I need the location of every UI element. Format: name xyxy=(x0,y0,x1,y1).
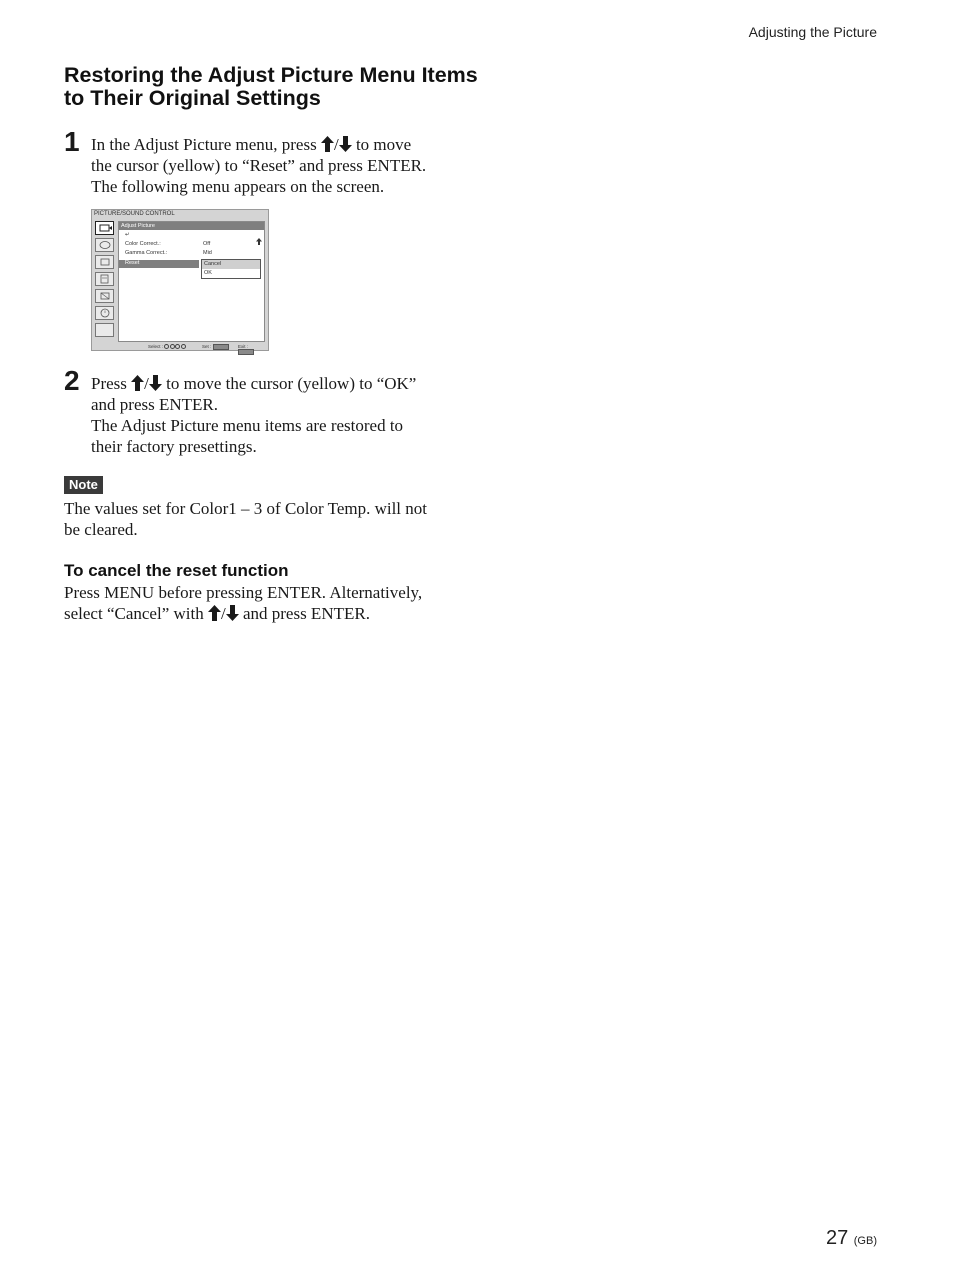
page-number xyxy=(826,1227,877,1250)
menu-item-label: Color Correct.: xyxy=(125,241,161,247)
step-1-number: 1 xyxy=(64,126,80,157)
osd-icon-column xyxy=(95,221,117,340)
menu-item-reset: Reset xyxy=(125,260,140,266)
step-2-line-4: their factory presettings. xyxy=(91,437,257,456)
setup-icon xyxy=(95,272,114,286)
enter-key-icon xyxy=(213,344,229,350)
options-icon xyxy=(95,289,114,303)
up-arrow-icon xyxy=(131,375,144,391)
menu-item-value: Off xyxy=(203,241,211,247)
popup-option-ok: OK xyxy=(204,270,212,276)
step-2-line-3: The Adjust Picture menu items are restored to xyxy=(91,416,404,435)
note-text xyxy=(64,498,454,540)
cancel-section-text: Press MENU before pressing ENTER. Alternatively, select “Cancel” with / and press ENTER. xyxy=(64,582,454,624)
button-icon xyxy=(164,344,169,349)
sound-icon xyxy=(95,238,114,252)
note-line-2: be cleared. xyxy=(64,520,138,539)
cancel-line-1: Press MENU before pressing ENTER. Alternatively, xyxy=(64,583,423,602)
osd-footer xyxy=(118,343,265,351)
reset-popup xyxy=(201,259,261,279)
up-arrow-icon xyxy=(208,605,221,621)
step-2-line-2: and press ENTER. xyxy=(91,395,219,414)
menu-item-label: Gamma Correct.: xyxy=(125,250,168,256)
section-title: Restoring the Adjust Picture Menu Items to Their Original Settings xyxy=(64,63,478,110)
step-1-text-after: to move xyxy=(355,135,412,154)
footer-select-label: Select : xyxy=(148,344,164,349)
down-arrow-icon xyxy=(339,136,352,152)
osd-menu-panel xyxy=(118,221,265,342)
scroll-up-icon xyxy=(256,232,262,250)
page-number-value: 27 xyxy=(825,1227,849,1249)
button-icon xyxy=(181,344,186,349)
running-head: Adjusting the Picture xyxy=(748,24,877,40)
up-arrow-icon xyxy=(321,136,334,152)
picture-icon xyxy=(95,221,114,235)
step-1-text-before: In the Adjust Picture menu, press xyxy=(91,135,317,154)
return-icon: ↵ xyxy=(125,232,130,238)
cancel-line-2-before: select “Cancel” with xyxy=(64,604,204,623)
button-icon xyxy=(170,344,175,349)
screen-icon xyxy=(95,255,114,269)
clock-icon xyxy=(95,306,114,320)
step-2-text-after: to move the cursor (yellow) to “OK” xyxy=(166,374,417,393)
button-icon xyxy=(175,344,180,349)
menu-item-value: Mid xyxy=(203,250,212,256)
cancel-section-heading: To cancel the reset function xyxy=(64,561,289,580)
note-line-1: The values set for Color1 – 3 of Color Temp. will not xyxy=(64,499,428,518)
cancel-line-2-after: and press ENTER. xyxy=(242,604,370,623)
popup-option-cancel: Cancel xyxy=(204,261,222,267)
osd-menu-title: PICTURE/SOUND CONTROL xyxy=(94,211,175,217)
blank-icon xyxy=(95,323,114,337)
osd-menu-screenshot xyxy=(91,209,269,351)
note-badge: Note xyxy=(64,476,103,494)
down-arrow-icon xyxy=(149,375,162,391)
menu-key-icon xyxy=(238,349,254,355)
page-number-suffix: (GB) xyxy=(853,1235,877,1247)
step-2-text: Press / to move the cursor (yellow) to “OK” and press ENTER. The Adjust Picture menu items are restored to their factory presettings. xyxy=(91,373,451,457)
step-1-text: In the Adjust Picture menu, press / to move the cursor (yellow) to “Reset” and press ENTER. The following menu appears on the screen. xyxy=(91,134,451,197)
down-arrow-icon xyxy=(226,605,239,621)
step-1-line-3: The following menu appears on the screen. xyxy=(91,177,385,196)
step-1-line-2: the cursor (yellow) to “Reset” and press ENTER. xyxy=(91,156,427,175)
footer-set-label: Set : xyxy=(202,344,212,350)
step-2-text-before: Press xyxy=(91,374,127,393)
osd-menu-header: Adjust Picture xyxy=(119,222,264,230)
step-2-number: 2 xyxy=(64,365,80,396)
footer-exit-label: Exit : xyxy=(238,344,249,349)
